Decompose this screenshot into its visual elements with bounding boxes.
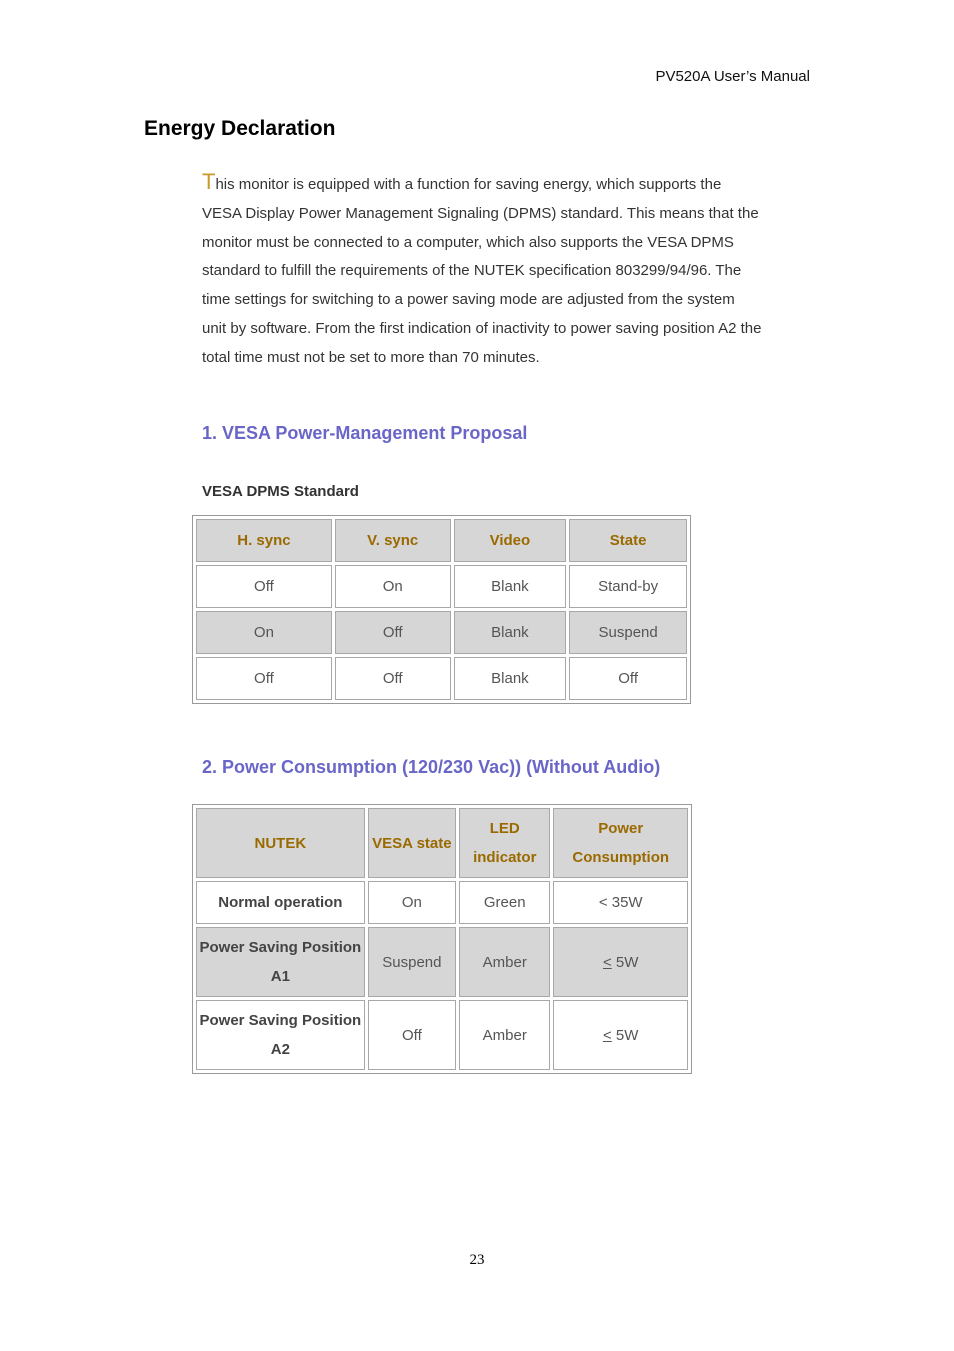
table-cell: Blank [454, 565, 567, 608]
column-header-led-indicator: LED indicator [459, 808, 550, 878]
manual-title: PV520A User’s Manual [655, 68, 810, 85]
table-cell [553, 1000, 688, 1070]
table-cell: Amber [459, 927, 550, 997]
table-cell: Off [335, 611, 451, 654]
less-equal-symbol: < [602, 953, 612, 971]
section-heading-vesa: 1. VESA Power-Management Proposal [202, 423, 528, 443]
table-cell: Suspend [368, 927, 456, 997]
power-consumption-table [192, 804, 692, 1074]
less-equal-symbol: < [602, 1026, 612, 1044]
table-cell: On [335, 565, 451, 608]
table-row [196, 1000, 688, 1070]
table-row [196, 927, 688, 997]
intro-paragraph [202, 168, 762, 373]
table-row [196, 881, 688, 924]
table-cell: On [368, 881, 456, 924]
row-label: Power Saving Position A2 [196, 1000, 365, 1070]
column-header-nutek: NUTEK [196, 808, 365, 878]
table-cell: Stand-by [569, 565, 687, 608]
page-number: 23 [469, 1252, 485, 1268]
table-cell [553, 927, 688, 997]
row-label: Power Saving Position A1 [196, 927, 365, 997]
table-cell: On [196, 611, 332, 654]
power-value: 5W [611, 1026, 639, 1044]
section-heading-power: 2. Power Consumption (120/230 Vac)) (Without Audio) [202, 757, 661, 777]
table-header-row [196, 519, 687, 562]
table-cell: Suspend [569, 611, 687, 654]
column-header-state: State [569, 519, 687, 562]
table-row [196, 657, 687, 700]
table-cell: Green [459, 881, 550, 924]
column-header-vesa-state: VESA state [368, 808, 456, 878]
table-cell: Off [368, 1000, 456, 1070]
table-cell: < 35W [553, 881, 688, 924]
table-cell: Off [196, 657, 332, 700]
dpms-table [192, 515, 691, 704]
table-cell: Off [335, 657, 451, 700]
column-header-hsync: H. sync [196, 519, 332, 562]
table-cell: Off [569, 657, 687, 700]
table-header-row [196, 808, 688, 878]
table-cell: Off [196, 565, 332, 608]
table-row [196, 611, 687, 654]
table-row [196, 565, 687, 608]
power-value: 5W [611, 953, 639, 971]
column-header-vsync: V. sync [335, 519, 451, 562]
column-header-video: Video [454, 519, 567, 562]
table-cell: Amber [459, 1000, 550, 1070]
row-label: Normal operation [196, 881, 365, 924]
table-cell: Blank [454, 611, 567, 654]
column-header-power-consumption: Power Consumption [553, 808, 688, 878]
drop-cap: T [202, 169, 216, 194]
intro-text: his monitor is equipped with a function for saving energy, which supports the VESA Display Power Management Signaling (DPMS) standard. This means that the monitor must be connected to a computer, which also supports the VESA DPMS standard to fulfill the requirements of the NUTEK specification 803299/94/96. The time settings for switching to a power saving mode are adjusted from the system unit by software. From the first indication of inactivity to power saving position A2 the total time must not be set to more than 70 minutes. [202, 176, 762, 366]
page-heading: Energy Declaration [144, 117, 336, 140]
table-cell: Blank [454, 657, 567, 700]
table-label-dpms: VESA DPMS Standard [202, 483, 359, 500]
